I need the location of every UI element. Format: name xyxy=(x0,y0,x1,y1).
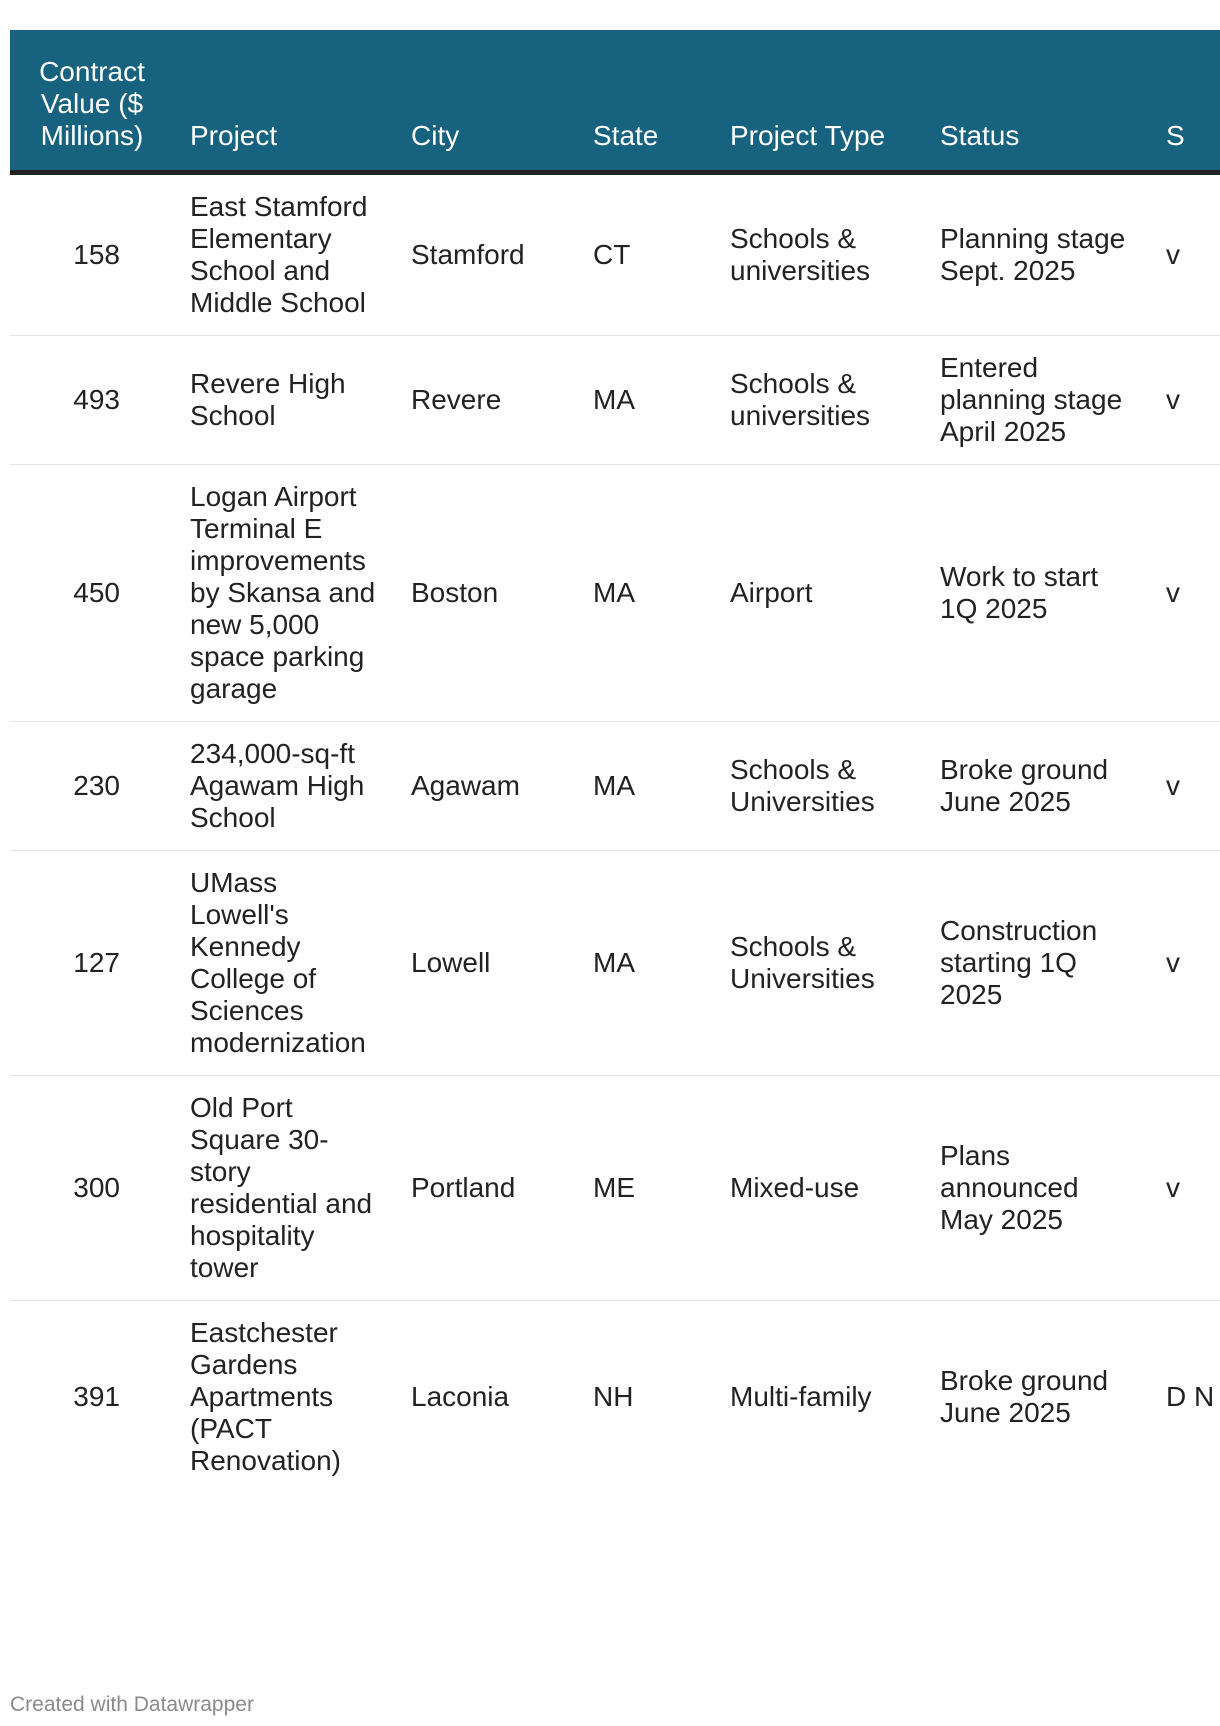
cell-project: Old Port Square 30-story residential and hospitality tower xyxy=(174,1076,395,1301)
cell-status: Work to start 1Q 2025 xyxy=(924,465,1150,722)
cell-type: Mixed-use xyxy=(714,1076,924,1301)
cell-project: Eastchester Gardens Apartments (PACT Renovation) xyxy=(190,1317,341,1476)
cell-extra: v xyxy=(1150,851,1220,1076)
table-row xyxy=(10,722,1220,851)
cell-type: Multi-family xyxy=(730,1381,872,1412)
cell-city: Lowell xyxy=(395,851,577,1076)
cell-state: ME xyxy=(577,1076,714,1301)
footer-credit: Created with Datawrapper xyxy=(10,1693,254,1716)
cell-status: Broke ground June 2025 xyxy=(924,722,1150,851)
cell-state: NH xyxy=(593,1381,634,1412)
column-header-city[interactable]: City xyxy=(395,30,577,173)
cell-status: Construction starting 1Q 2025 xyxy=(924,851,1150,1076)
cell-city: Laconia xyxy=(411,1381,510,1412)
cell-extra: v xyxy=(1150,465,1220,722)
table-body xyxy=(10,173,1220,1494)
table-row xyxy=(10,1076,1220,1301)
cell-value: 391 xyxy=(73,1381,120,1412)
cell-extra: v xyxy=(1150,173,1220,336)
column-header-extra[interactable]: S xyxy=(1150,30,1220,173)
cell-city: Stamford xyxy=(395,173,577,336)
cell-project: Logan Airport Terminal E improvements by Skansa and new 5,000 space parking garage xyxy=(174,465,395,722)
cell-status: Entered planning stage April 2025 xyxy=(924,336,1150,465)
cell-state: MA xyxy=(577,851,714,1076)
cell-status: Plans announced May 2025 xyxy=(924,1076,1150,1301)
cell-value: 127 xyxy=(10,851,174,1076)
data-table xyxy=(10,30,1220,1493)
cell-state: MA xyxy=(577,722,714,851)
cell-city: Portland xyxy=(395,1076,577,1301)
cell-type: Airport xyxy=(714,465,924,722)
column-header-state[interactable]: State xyxy=(577,30,714,173)
column-header-type[interactable]: Project Type xyxy=(714,30,924,173)
cell-extra: v xyxy=(1150,722,1220,851)
table-row xyxy=(10,465,1220,722)
cell-city: Agawam xyxy=(395,722,577,851)
table-row xyxy=(10,173,1220,336)
header-row xyxy=(10,30,1220,173)
cell-project: UMass Lowell's Kennedy College of Sciences modernization xyxy=(174,851,395,1076)
cell-value: 158 xyxy=(10,173,174,336)
cell-value: 493 xyxy=(10,336,174,465)
column-header-status[interactable]: Status xyxy=(924,30,1150,173)
table-row xyxy=(10,1301,1220,1494)
table-row xyxy=(10,851,1220,1076)
cell-status: Broke ground June 2025 xyxy=(940,1365,1109,1428)
table-row xyxy=(10,336,1220,465)
cell-extra: v xyxy=(1150,1076,1220,1301)
cell-project: East Stamford Elementary School and Middle School xyxy=(174,173,395,336)
cell-value: 450 xyxy=(10,465,174,722)
cell-type: Schools & Universities xyxy=(714,722,924,851)
column-header-value[interactable]: Contract Value ($ Millions) xyxy=(10,30,174,173)
cell-extra: v xyxy=(1150,336,1220,465)
cell-project: 234,000-sq-ft Agawam High School xyxy=(174,722,395,851)
cell-city: Boston xyxy=(395,465,577,722)
cell-state: MA xyxy=(577,336,714,465)
cell-city: Revere xyxy=(395,336,577,465)
cell-state: MA xyxy=(577,465,714,722)
cell-project: Revere High School xyxy=(174,336,395,465)
cell-status: Planning stage Sept. 2025 xyxy=(924,173,1150,336)
cell-type: Schools & Universities xyxy=(714,851,924,1076)
cell-type: Schools & universities xyxy=(714,173,924,336)
cell-value: 230 xyxy=(10,722,174,851)
cell-extra: D N xyxy=(1166,1381,1215,1412)
cell-state: CT xyxy=(577,173,714,336)
column-header-project[interactable]: Project xyxy=(174,30,395,173)
table-container xyxy=(10,30,1220,1650)
cell-value: 300 xyxy=(10,1076,174,1301)
cell-type: Schools & universities xyxy=(714,336,924,465)
